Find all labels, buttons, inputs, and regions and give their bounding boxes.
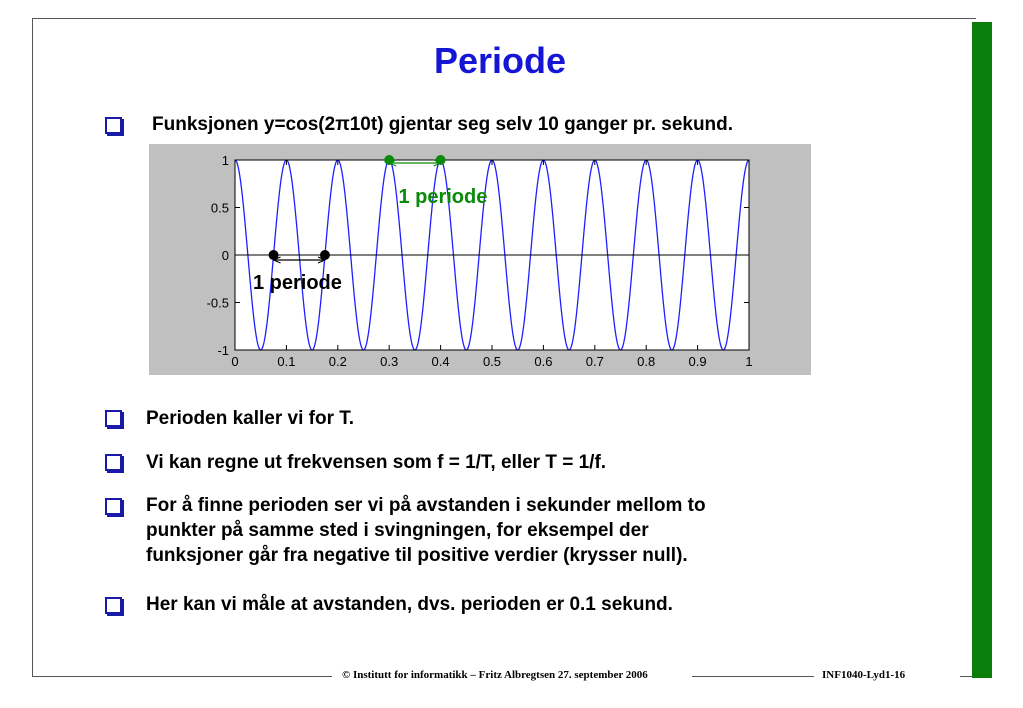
bullet-text-line: For å finne perioden ser vi på avstanden i sekunder mellom to (146, 495, 706, 516)
annotation-label: 1 periode (252, 272, 342, 295)
x-tick-label: 0.6 (534, 354, 553, 369)
x-tick-label: 0.2 (328, 354, 347, 369)
bullet-text: Her kan vi måle at avstanden, dvs. perioden er 0.1 sekund. (146, 594, 673, 615)
footer-rule (32, 676, 332, 677)
annotation-marker (269, 250, 279, 260)
slide-title: Periode (433, 40, 567, 81)
x-tick-label: 1 (745, 354, 753, 369)
y-tick-label: -0.5 (206, 295, 229, 311)
annotation-label: 1 periode (398, 185, 488, 208)
cosine-chart (149, 144, 811, 375)
bullet-text-line: funksjoner går fra negative til positive verdier (krysser null). (146, 545, 688, 566)
bullet-square-icon (105, 410, 122, 427)
x-tick-label: 0.3 (380, 354, 399, 369)
bullet-square-icon (105, 597, 122, 614)
y-tick-label: -1 (217, 343, 229, 358)
accent-bar (972, 22, 992, 678)
x-tick-label: 0.9 (688, 354, 707, 369)
x-tick-label: 0.5 (482, 354, 502, 369)
bullet-text-line: punkter på samme sted i svingningen, for eksempel der (146, 520, 649, 541)
footer-credit: © Institutt for informatikk – Fritz Albregtsen 27. september 2006 (342, 669, 648, 681)
y-tick-label: 1 (221, 153, 229, 168)
bullet-square-icon (105, 498, 122, 515)
bullet-text: Perioden kaller vi for T. (146, 408, 355, 429)
footer-slide-id: INF1040-Lyd1-16 (822, 669, 906, 681)
annotation-marker (320, 250, 330, 260)
frame-left-line (32, 18, 33, 677)
bullet-text (146, 493, 906, 568)
x-tick-label: 0.8 (637, 354, 656, 369)
frame-top-line (32, 18, 976, 19)
y-tick-label: 0 (221, 248, 229, 263)
x-tick-label: 0 (231, 354, 239, 369)
x-tick-label: 0.7 (585, 354, 604, 369)
footer-rule (960, 676, 972, 677)
footer-rule (692, 676, 814, 677)
annotation-marker (436, 155, 446, 165)
x-tick-label: 0.1 (277, 354, 296, 369)
y-tick-label: 0.5 (210, 200, 229, 216)
bullet-text: Funksjonen y=cos(2π10t) gjentar seg selv 10 ganger pr. sekund. (152, 114, 734, 135)
bullet-square-icon (105, 454, 122, 471)
bullet-square-icon (105, 117, 122, 134)
x-tick-label: 0.4 (431, 354, 450, 369)
annotation-marker (384, 155, 394, 165)
bullet-text: Vi kan regne ut frekvensen som f = 1/T, eller T = 1/f. (146, 452, 607, 473)
